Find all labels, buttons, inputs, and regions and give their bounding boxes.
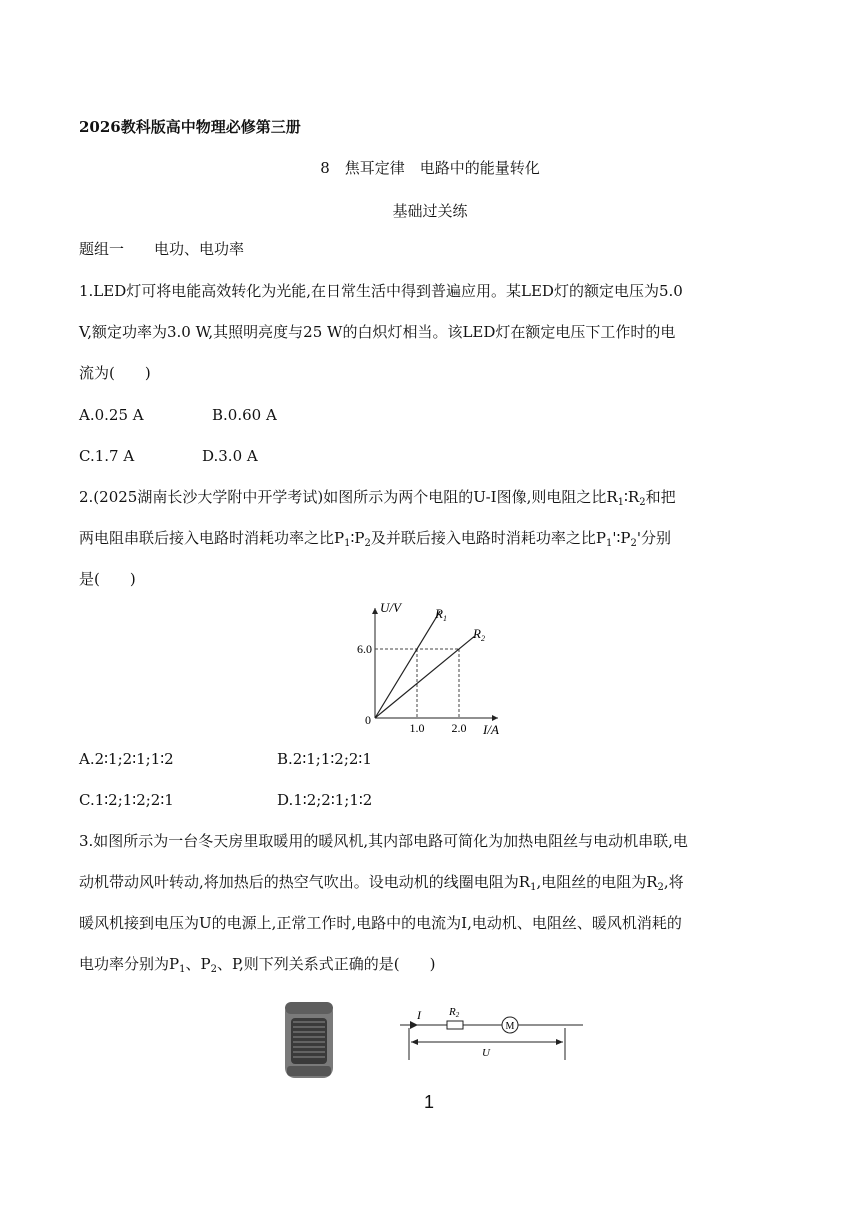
origin-label: 0	[365, 713, 371, 727]
heater-image	[279, 1000, 339, 1080]
q3-text-line-4: 电功率分别为$P_1$、$P_2$、P,则下列关系式正确的是( )	[79, 955, 436, 975]
y-axis-label: U/V	[380, 600, 401, 615]
q2-option-b: B.2∶1;1∶2;2∶1	[277, 750, 372, 768]
circuit-diagram	[395, 1000, 590, 1070]
q1-option-d: D.3.0 A	[202, 447, 258, 465]
q2-option-a: A.2∶1;2∶1;1∶2	[79, 750, 174, 768]
series-label-r2: $R_2$	[473, 626, 485, 643]
ui-graph	[330, 598, 520, 740]
section-title: 8 焦耳定律 电路中的能量转化	[320, 159, 540, 177]
series-label-r1: $R_1$	[435, 606, 447, 623]
q1-text-line-3: 流为( )	[79, 364, 151, 382]
q1-option-c: C.1.7 A	[79, 447, 135, 465]
q1-text-line-1: 1.LED灯可将电能高效转化为光能,在日常生活中得到普遍应用。某LED灯的额定电压为5.0	[79, 282, 683, 300]
y-tick-label: 6.0	[357, 642, 372, 656]
q2-option-c: C.1∶2;1∶2;2∶1	[79, 791, 174, 809]
document-header: 2026教科版高中物理必修第三册	[79, 118, 301, 136]
resistor-label: R2	[449, 1006, 460, 1019]
x-tick-label-1: 1.0	[409, 721, 425, 735]
question-group-title: 题组一 电功、电功率	[79, 240, 245, 258]
q3-text-line-1: 3.如图所示为一台冬天房里取暖用的暖风机,其内部电路可简化为加热电阻丝与电动机串联,电	[79, 832, 688, 850]
resistor-r2	[447, 1021, 463, 1029]
voltage-label: U	[482, 1047, 490, 1059]
x-tick-label-2: 2.0	[451, 721, 467, 735]
q1-option-b: B.0.60 A	[212, 406, 277, 424]
q2-text-line-2: 两电阻串联后接入电路时消耗功率之比$P_1∶P_2$及并联后接入电路时消耗功率之比$P_1'∶P_2'$分别	[79, 529, 671, 549]
q1-option-a: A.0.25 A	[79, 406, 144, 424]
q2-text-line-3: 是( )	[79, 570, 136, 588]
q2-option-d: D.1∶2;2∶1;1∶2	[277, 791, 373, 809]
motor-label: M	[505, 1021, 515, 1032]
series-line-r1	[375, 611, 440, 718]
q3-text-line-2: 动机带动风叶转动,将加热后的热空气吹出。设电动机的线圈电阻为$R_1$,电阻丝的电阻为$R_2$,将	[79, 873, 684, 893]
section-subtitle: 基础过关练	[392, 202, 468, 220]
q3-text-line-3: 暖风机接到电压为U的电源上,正常工作时,电路中的电流为I,电动机、电阻丝、暖风机消耗的	[79, 914, 682, 932]
current-arrow	[410, 1021, 418, 1029]
q1-text-line-2: V,额定功率为3.0 W,其照明亮度与25 W的白炽灯相当。该LED灯在额定电压下工作时的电	[79, 323, 676, 341]
current-label: I	[417, 1008, 421, 1022]
x-axis-label: I/A	[483, 722, 499, 737]
page-number: 1	[424, 1092, 435, 1112]
q2-text-line-1: 2.(2025湖南长沙大学附中开学考试)如图所示为两个电阻的U-I图像,则电阻之比$R_1∶R_2$和把	[79, 488, 676, 508]
